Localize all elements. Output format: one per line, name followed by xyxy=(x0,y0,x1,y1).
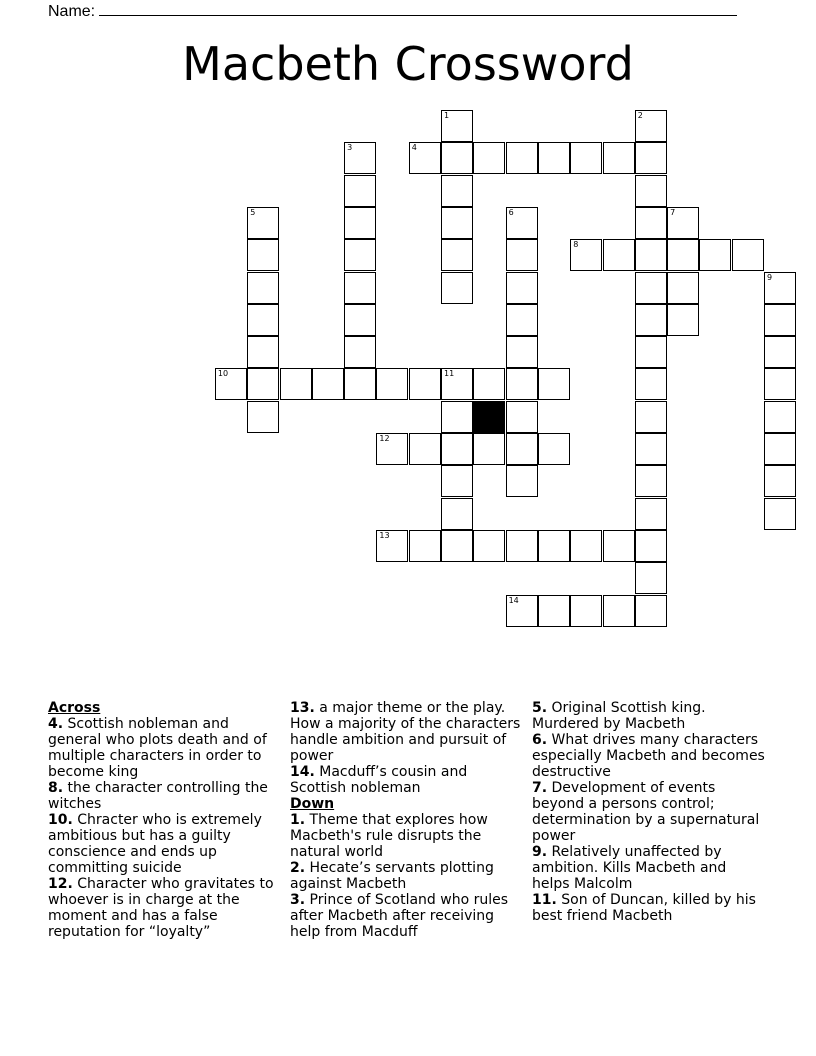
clues-column-1 xyxy=(48,700,280,940)
crossword-cell[interactable] xyxy=(344,142,376,174)
clue-number: 10 xyxy=(217,369,229,379)
crossword-cell[interactable] xyxy=(441,142,473,174)
crossword-cell[interactable] xyxy=(667,304,699,336)
crossword-cell[interactable] xyxy=(247,401,279,433)
clue-item-number: 6. xyxy=(532,732,548,748)
crossword-cell[interactable] xyxy=(506,272,538,304)
clue-item-text: the character controlling the witches xyxy=(48,780,268,812)
clue-number: 2 xyxy=(637,111,643,120)
clue-item xyxy=(290,700,526,764)
clue-item-text: Son of Duncan, killed by his best friend Macbeth xyxy=(532,892,756,924)
crossword-cell[interactable] xyxy=(603,239,635,271)
crossword-cell[interactable] xyxy=(441,207,473,239)
clue-item-text: Scottish nobleman and general who plots death and of multiple characters in order to become king xyxy=(48,716,267,780)
crossword-cell[interactable] xyxy=(506,530,538,562)
crossword-cell[interactable] xyxy=(506,368,538,400)
clue-item-number: 8. xyxy=(48,780,64,796)
crossword-cell[interactable] xyxy=(247,239,279,271)
crossword-cell[interactable] xyxy=(344,175,376,207)
crossword-cell[interactable] xyxy=(635,272,667,304)
clue-item-number: 10. xyxy=(48,812,73,828)
clue-item-text: Macduff’s cousin and Scottish nobleman xyxy=(290,764,468,796)
clues-column-3 xyxy=(532,700,768,924)
crossword-cell[interactable] xyxy=(603,595,635,627)
crossword-cell[interactable] xyxy=(570,595,602,627)
crossword-cell[interactable] xyxy=(538,595,570,627)
crossword-cell[interactable] xyxy=(247,336,279,368)
crossword-cell[interactable] xyxy=(441,530,473,562)
crossword-cell[interactable] xyxy=(764,465,796,497)
clue-item-text: Character who gravitates to whoever is in charge at the moment and has a false reputation for “loyalty” xyxy=(48,876,274,940)
crossword-cell[interactable] xyxy=(344,336,376,368)
clue-item-text: Development of events beyond a persons control; determination by a supernatural power xyxy=(532,780,760,844)
clue-item-number: 1. xyxy=(290,812,306,828)
crossword-cell[interactable] xyxy=(247,304,279,336)
crossword-cell[interactable] xyxy=(635,368,667,400)
crossword-cell[interactable] xyxy=(764,336,796,368)
crossword-cell[interactable] xyxy=(699,239,731,271)
crossword-cell[interactable] xyxy=(635,239,667,271)
clue-item xyxy=(290,860,526,892)
crossword-cell[interactable] xyxy=(538,530,570,562)
crossword-cell[interactable] xyxy=(344,304,376,336)
clue-item xyxy=(532,844,768,892)
crossword-cell[interactable] xyxy=(376,530,408,562)
crossword-cell[interactable] xyxy=(409,530,441,562)
clue-number: 3 xyxy=(347,143,353,153)
crossword-cell[interactable] xyxy=(441,401,473,433)
crossword-cell[interactable] xyxy=(473,530,505,562)
crossword-cell[interactable] xyxy=(473,433,505,465)
clue-item-number: 9. xyxy=(532,844,548,860)
crossword-cell[interactable] xyxy=(635,207,667,239)
crossword-cell[interactable] xyxy=(441,110,473,142)
crossword-cell[interactable] xyxy=(409,368,441,400)
clue-number: 9 xyxy=(767,272,773,282)
crossword-cell[interactable] xyxy=(506,304,538,336)
crossword-cell[interactable] xyxy=(635,304,667,336)
crossword-cell[interactable] xyxy=(667,207,699,239)
clue-item-number: 4. xyxy=(48,716,64,732)
clue-item xyxy=(48,812,280,876)
crossword-cell[interactable] xyxy=(441,465,473,497)
clue-number: 8 xyxy=(573,240,579,250)
clue-item xyxy=(48,876,280,940)
crossword-cell[interactable] xyxy=(635,530,667,562)
crossword-cell[interactable] xyxy=(506,142,538,174)
across-clues-list xyxy=(48,716,280,940)
clue-item-text: Hecate’s servants plotting against Macbeth xyxy=(290,860,494,892)
crossword-cell[interactable] xyxy=(764,433,796,465)
crossword-cell[interactable] xyxy=(506,336,538,368)
clue-item xyxy=(532,700,768,732)
clue-number: 1 xyxy=(444,111,450,120)
clue-number: 12 xyxy=(379,434,390,443)
crossword-cell[interactable] xyxy=(441,175,473,207)
down-clues-list-cont xyxy=(532,700,768,924)
crossword-cell[interactable] xyxy=(538,142,570,174)
crossword-cell[interactable] xyxy=(409,433,441,465)
clue-item-number: 12. xyxy=(48,876,73,892)
crossword-cell[interactable] xyxy=(473,142,505,174)
clue-number: 14 xyxy=(508,595,519,605)
crossword-cell[interactable] xyxy=(344,368,376,400)
crossword-block xyxy=(473,401,505,433)
crossword-cell[interactable] xyxy=(312,368,344,400)
page-title: Macbeth Crossword xyxy=(182,37,634,91)
crossword-cell[interactable] xyxy=(603,142,635,174)
clue-item xyxy=(532,732,768,780)
crossword-cell[interactable] xyxy=(247,368,279,400)
crossword-cell[interactable] xyxy=(635,595,667,627)
across-clues-list-cont xyxy=(290,700,526,796)
clue-number: 13 xyxy=(379,530,390,540)
clue-item-number: 13. xyxy=(290,700,315,716)
crossword-cell[interactable] xyxy=(506,239,538,271)
clue-number: 6 xyxy=(508,207,514,217)
clue-item-number: 2. xyxy=(290,860,306,876)
across-heading: Across xyxy=(48,700,101,716)
clue-item xyxy=(290,764,526,796)
clue-item xyxy=(532,780,768,844)
crossword-cell[interactable] xyxy=(635,175,667,207)
clue-item xyxy=(290,812,526,860)
crossword-cell[interactable] xyxy=(635,562,667,594)
crossword-cell[interactable] xyxy=(344,207,376,239)
clue-item-number: 3. xyxy=(290,892,306,908)
crossword-cell[interactable] xyxy=(506,465,538,497)
crossword-cell[interactable] xyxy=(409,142,441,174)
clue-item xyxy=(48,716,280,780)
clue-number: 4 xyxy=(411,143,417,153)
clue-item-text: a major theme or the play. How a majority of the characters handle ambition and pursuit of power xyxy=(290,700,521,764)
clue-item-text: What drives many characters especially Macbeth and becomes destructive xyxy=(532,732,765,780)
clue-item-text: Chracter who is extremely ambitious but has a guilty conscience and ends up committing suicide xyxy=(48,812,262,876)
crossword-cell[interactable] xyxy=(376,368,408,400)
down-heading: Down xyxy=(290,796,335,812)
crossword-cell[interactable] xyxy=(473,368,505,400)
crossword-cell[interactable] xyxy=(635,433,667,465)
clue-item-text: Theme that explores how Macbeth's rule disrupts the natural world xyxy=(290,812,488,860)
crossword-cell[interactable] xyxy=(441,239,473,271)
crossword-cell[interactable] xyxy=(764,401,796,433)
crossword-cell[interactable] xyxy=(506,433,538,465)
crossword-cell[interactable] xyxy=(635,142,667,174)
crossword-cell[interactable] xyxy=(344,272,376,304)
crossword-cell[interactable] xyxy=(667,239,699,271)
crossword-cell[interactable] xyxy=(764,498,796,530)
crossword-cell[interactable] xyxy=(635,498,667,530)
crossword-cell[interactable] xyxy=(764,304,796,336)
crossword-cell[interactable] xyxy=(635,465,667,497)
clue-item xyxy=(48,780,280,812)
crossword-cell[interactable] xyxy=(635,336,667,368)
clue-item-text: Prince of Scotland who rules after Macbeth after receiving help from Macduff xyxy=(290,892,509,940)
crossword-cell[interactable] xyxy=(764,272,796,304)
crossword-cell[interactable] xyxy=(506,595,538,627)
crossword-cell[interactable] xyxy=(538,368,570,400)
clue-number: 5 xyxy=(250,207,256,217)
name-label: Name: xyxy=(48,3,96,20)
clue-item-text: Relatively unaffected by ambition. Kills Macbeth and helps Malcolm xyxy=(532,844,727,892)
crossword-cell[interactable] xyxy=(441,272,473,304)
clue-item-number: 11. xyxy=(532,892,557,908)
down-clues-list xyxy=(290,812,526,940)
crossword-cell[interactable] xyxy=(215,368,247,400)
clue-item xyxy=(290,892,526,940)
crossword-cell[interactable] xyxy=(570,239,602,271)
crossword-cell[interactable] xyxy=(344,239,376,271)
clue-item-text: Original Scottish king. Murdered by Macbeth xyxy=(532,700,706,732)
clue-number: 7 xyxy=(670,207,676,217)
crossword-cell[interactable] xyxy=(570,530,602,562)
clues-column-2 xyxy=(290,700,526,940)
crossword-cell[interactable] xyxy=(603,530,635,562)
crossword-cell[interactable] xyxy=(635,110,667,142)
clue-item-number: 14. xyxy=(290,764,315,780)
crossword-cell[interactable] xyxy=(441,368,473,400)
clue-item-number: 7. xyxy=(532,780,548,796)
crossword-cell[interactable] xyxy=(635,401,667,433)
crossword-cell[interactable] xyxy=(506,207,538,239)
crossword-cell[interactable] xyxy=(441,433,473,465)
crossword-cell[interactable] xyxy=(376,433,408,465)
crossword-cell[interactable] xyxy=(441,498,473,530)
crossword-cell[interactable] xyxy=(732,239,764,271)
clue-number: 11 xyxy=(444,369,455,379)
crossword-cell[interactable] xyxy=(506,401,538,433)
clue-item xyxy=(532,892,768,924)
crossword-cell[interactable] xyxy=(570,142,602,174)
crossword-cell[interactable] xyxy=(667,272,699,304)
crossword-cell[interactable] xyxy=(247,207,279,239)
clue-item-number: 5. xyxy=(532,700,548,716)
crossword-cell[interactable] xyxy=(247,272,279,304)
crossword-cell[interactable] xyxy=(764,368,796,400)
crossword-cell[interactable] xyxy=(538,433,570,465)
crossword-cell[interactable] xyxy=(280,368,312,400)
